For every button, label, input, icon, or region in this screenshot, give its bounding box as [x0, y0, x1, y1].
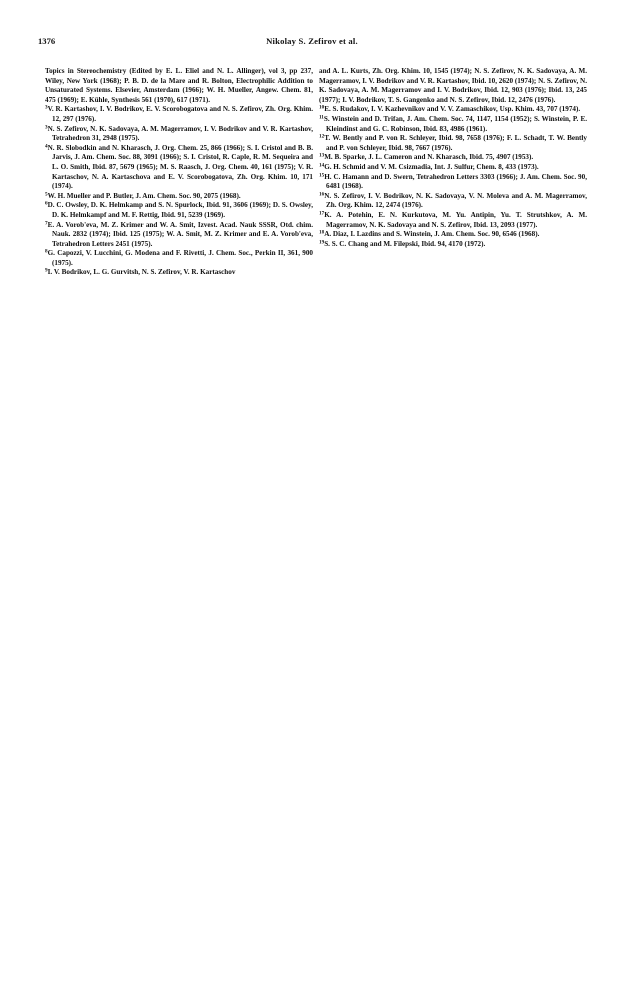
reference-entry [319, 105, 587, 115]
reference-number: 6 [45, 200, 48, 207]
reference-text: A. Diaz, I. Lazdins and S. Winstein, J. Am. Chem. Soc. 90, 6546 (1968). [324, 230, 540, 239]
reference-number: 19 [319, 239, 325, 246]
reference-entry [319, 230, 587, 240]
reference-text: Topics in Stereochemistry (Edited by E. L. Eliel and N. L. Allinger), vol 3, pp 237, Wiley, New York (1968); P. B. D. de la Mare and R. Bolton, Electrophilic Addition to Unsaturated Systems. Elsevier, Amsterdam (1966); W. H. Mueller, Angew. Chem. 81, 475 (1969); E. Kühle, Synthesis 561 (1970), 617 (1971). [45, 67, 315, 104]
reference-entry [319, 163, 587, 173]
reference-text: I. V. Bodrikov, L. G. Gurvitsh, N. S. Zefirov, V. R. Kartaschov [47, 268, 236, 277]
reference-number: 8 [45, 248, 48, 255]
reference-text: G. Capozzi, V. Lucchini, G. Modena and F. Rivetti, J. Chem. Soc., Perkin II, 361, 900 (1975). [47, 249, 315, 267]
reference-text: W. H. Mueller and P. Butler, J. Am. Chem. Soc. 90, 2075 (1968). [47, 191, 241, 200]
reference-text: N. S. Zefirov, I. V. Bodrikov, N. K. Sadovaya, V. N. Moleva and A. M. Magerramov, Zh. Org. Khim. 12, 2474 (1976). [324, 191, 589, 210]
reference-text: K. A. Potehin, E. N. Kurkutova, M. Yu. Antipin, Yu. T. Strutshkov, A. M. Magerramov, N. K. Sadovaya and N. S. Zefirov, Ibid. 13, 2093 (1977). [324, 210, 589, 229]
reference-entry [319, 134, 587, 153]
reference-number: 12 [319, 133, 325, 140]
references-right-column [319, 67, 587, 249]
reference-number: 16 [319, 191, 325, 198]
page-number: 1376 [38, 36, 56, 46]
reference-entry [45, 201, 313, 220]
reference-number: 14 [319, 162, 325, 169]
reference-entry [45, 268, 313, 278]
reference-text: E. A. Vorob'eva, M. Z. Krimer and W. A. Smit, Izvest. Acad. Nauk SSSR, Otd. chim. Nauk. 2832 (1974); Ibid. 125 (1975); W. A. Smit, M. Z. Krimer and E. A. Vorob'eva, Tetrahedron Letters 2451 (1975). [47, 220, 315, 248]
reference-entry [45, 67, 313, 105]
reference-entry [45, 192, 313, 202]
reference-entry [45, 105, 313, 124]
reference-number: 9 [45, 267, 48, 274]
reference-number: 10 [319, 104, 325, 111]
reference-number: 11 [319, 114, 324, 121]
reference-entry [319, 153, 587, 163]
reference-number: 18 [319, 229, 325, 236]
reference-text: G. H. Schmid and V. M. Csizmadia, Int. J. Sulfur, Chem. 8, 433 (1973). [324, 162, 539, 171]
reference-text: S. S. C. Chang and M. Filepski, Ibid. 94, 4170 (1972). [324, 239, 486, 248]
reference-entry [319, 240, 587, 250]
reference-text: V. R. Kartashov, I. V. Bodrikov, E. V. Scorobogatova and N. S. Zefirov, Zh. Org. Khim. 12, 297 (1976). [47, 105, 315, 123]
page-header [38, 36, 586, 50]
reference-number: 5 [45, 191, 48, 198]
references-left-column [45, 67, 313, 278]
reference-entry [319, 211, 587, 230]
reference-text: H. C. Hamann and D. Swern, Tetrahedron Letters 3303 (1966); J. Am. Chem. Soc. 90, 6481 (1968). [324, 172, 589, 191]
reference-entry [319, 67, 587, 105]
reference-entry [319, 173, 587, 192]
reference-entry [45, 144, 313, 192]
reference-number: 13 [319, 152, 325, 159]
reference-number: 3 [45, 123, 48, 130]
reference-number: 4 [45, 143, 48, 150]
running-head: Nikolay S. Zefirov et al. [266, 36, 358, 46]
reference-text: D. C. Owsley, D. K. Helmkamp and S. N. Spurlock, Ibid. 91, 3606 (1969); D. S. Owsley, D. K. Helmkampf and M. F. Rettig, Ibid. 91, 5239 (1969). [47, 201, 315, 219]
reference-text: E. S. Rudakov, I. V. Kazhevnikov and V. V. Zamaschikov, Usp. Khim. 43, 707 (1974). [324, 105, 581, 114]
reference-entry [45, 249, 313, 268]
reference-number: 7 [45, 219, 48, 226]
reference-number: 15 [319, 171, 325, 178]
reference-text: N. R. Slobodkin and N. Kharasch, J. Org. Chem. 25, 866 (1966); S. I. Cristol and B. B. Jarvis, J. Am. Chem. Soc. 88, 3091 (1966); S. I. Cristol, R. Caple, R. M. Sequeira and L. O. Smith, Ibid. 87, 5679 (1965); M. S. Raasch, J. Org. Chem. 40, 161 (1975); V. R. Kartaschov, N. A. Kartaschova and E. V. Scorobogatova, Zh. Org. Khim. 10, 171 (1974). [47, 143, 315, 191]
reference-entry [45, 125, 313, 144]
reference-entry [45, 221, 313, 250]
reference-entry [319, 192, 587, 211]
reference-text: T. W. Bently and P. von R. Schleyer, Ibid. 98, 7658 (1976); F. L. Schadt, T. W. Bently and P. von Schleyer, Ibid. 98, 7667 (1976). [324, 134, 589, 152]
reference-text: M. B. Sparke, J. L. Cameron and N. Kharasch, Ibid. 75, 4907 (1953). [324, 153, 534, 162]
reference-entry [319, 115, 587, 134]
reference-text: S. Winstein and D. Trifan, J. Am. Chem. Soc. 74, 1147, 1154 (1952); S. Winstein, P. E. Kleindinst and G. C. Robinson, Ibid. 83, 4986 (1961). [323, 114, 589, 133]
reference-number: 3 [45, 104, 48, 111]
reference-text: N. S. Zefirov, N. K. Sadovaya, A. M. Magerramov, I. V. Bodrikov and V. R. Kartashov, Tetrahedron 31, 2948 (1975). [47, 124, 315, 143]
reference-text: and A. L. Kurts, Zh. Org. Khim. 10, 1545 (1974); N. S. Zefirov, N. K. Sadovaya, A. M. Magerramov, I. V. Bodrikov and V. R. Kartashov, Ibid. 10, 2620 (1974); N. S. Zefirov, N. K. Sadovaya, A. M. Magerramov and I. V. Bodrikov, Ibid. 12, 903 (1976); Ibid. 13, 245 (1977); I. V. Bodrikov, T. S. Gangenko and N. S. Zefirov, Ibid. 12, 2476 (1976). [319, 67, 589, 104]
reference-number: 17 [319, 210, 325, 217]
